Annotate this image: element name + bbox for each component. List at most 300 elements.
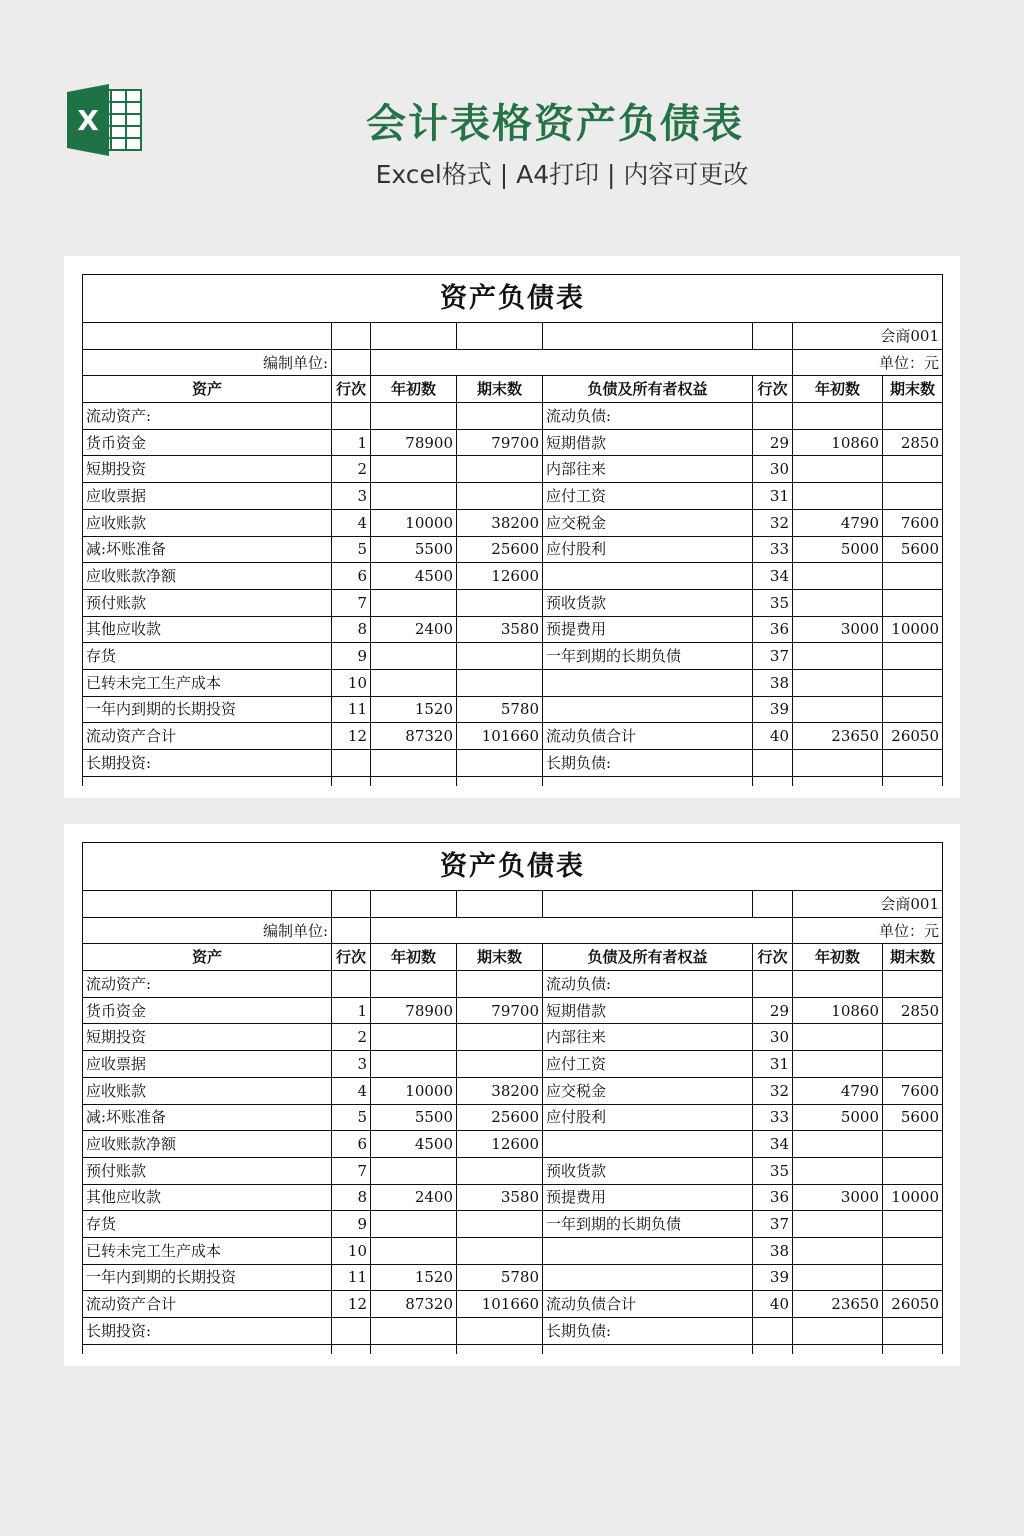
empty-cell (753, 776, 793, 786)
asset-ending (457, 456, 543, 483)
liability-name: 流动负债: (543, 403, 753, 430)
asset-line-no: 3 (332, 1051, 371, 1078)
liability-line-no (753, 403, 793, 430)
column-header-row (83, 376, 943, 403)
asset-beginning: 10000 (371, 509, 457, 536)
column-header: 资产 (83, 376, 332, 403)
liability-name: 内部往来 (543, 456, 753, 483)
empty-cell (457, 323, 543, 350)
liability-name: 应交税金 (543, 1077, 753, 1104)
table-row (83, 509, 943, 536)
code-row (83, 891, 943, 918)
liability-name: 流动负债: (543, 971, 753, 998)
asset-beginning: 5500 (371, 536, 457, 563)
unit-row (83, 917, 943, 944)
asset-line-no: 10 (332, 669, 371, 696)
balance-sheet-table (82, 274, 943, 786)
liability-name: 应付股利 (543, 1104, 753, 1131)
asset-ending: 3580 (457, 616, 543, 643)
table-row (83, 1051, 943, 1078)
liability-line-no: 34 (753, 1131, 793, 1158)
liability-name: 内部往来 (543, 1024, 753, 1051)
table-row (83, 971, 943, 998)
empty-cell (457, 1344, 543, 1354)
table-row (83, 1077, 943, 1104)
asset-line-no: 10 (332, 1237, 371, 1264)
table-row (83, 1104, 943, 1131)
asset-ending (457, 669, 543, 696)
table-row (83, 1318, 943, 1345)
asset-ending (457, 483, 543, 510)
asset-name: 应收票据 (83, 483, 332, 510)
liability-beginning (793, 589, 883, 616)
empty-cell (332, 349, 371, 376)
asset-ending (457, 1051, 543, 1078)
table-row (83, 563, 943, 590)
empty-cell (793, 1344, 883, 1354)
table-row (83, 750, 943, 777)
title-row (83, 843, 943, 891)
sheet-title: 资产负债表 (83, 843, 943, 891)
liability-line-no: 35 (753, 1157, 793, 1184)
page-header (0, 0, 1024, 240)
asset-name: 流动资产: (83, 403, 332, 430)
column-header: 行次 (332, 376, 371, 403)
asset-beginning: 78900 (371, 429, 457, 456)
asset-ending (457, 750, 543, 777)
liability-name: 短期借款 (543, 997, 753, 1024)
liability-line-no: 33 (753, 536, 793, 563)
liability-beginning: 10860 (793, 997, 883, 1024)
column-header: 负债及所有者权益 (543, 944, 753, 971)
liability-beginning: 5000 (793, 536, 883, 563)
asset-name: 应收账款 (83, 1077, 332, 1104)
asset-beginning (371, 643, 457, 670)
liability-name: 长期负债: (543, 1318, 753, 1345)
asset-beginning (371, 589, 457, 616)
asset-line-no: 4 (332, 509, 371, 536)
table-row (83, 1131, 943, 1158)
liability-line-no: 34 (753, 563, 793, 590)
empty-cell (371, 1344, 457, 1354)
asset-name: 流动资产: (83, 971, 332, 998)
liability-name: 应付工资 (543, 483, 753, 510)
liability-ending (883, 563, 943, 590)
liability-ending (883, 1157, 943, 1184)
liability-beginning: 10860 (793, 429, 883, 456)
asset-ending: 101660 (457, 723, 543, 750)
asset-line-no: 1 (332, 997, 371, 1024)
empty-cell (543, 891, 753, 918)
table-row (83, 589, 943, 616)
liability-beginning (793, 456, 883, 483)
column-header: 行次 (332, 944, 371, 971)
liability-name (543, 563, 753, 590)
table-row (83, 616, 943, 643)
cut-off-row (83, 776, 943, 786)
liability-line-no: 36 (753, 616, 793, 643)
empty-cell (83, 891, 332, 918)
table-row (83, 723, 943, 750)
asset-ending: 12600 (457, 1131, 543, 1158)
column-header: 年初数 (371, 376, 457, 403)
empty-cell (371, 917, 793, 944)
liability-beginning: 5000 (793, 1104, 883, 1131)
liability-beginning: 23650 (793, 1291, 883, 1318)
sheet-title: 资产负债表 (83, 275, 943, 323)
asset-ending: 5780 (457, 696, 543, 723)
liability-line-no: 30 (753, 456, 793, 483)
liability-ending: 26050 (883, 723, 943, 750)
liability-beginning (793, 483, 883, 510)
liability-name: 预收货款 (543, 589, 753, 616)
liability-line-no: 40 (753, 723, 793, 750)
liability-ending (883, 696, 943, 723)
asset-beginning: 78900 (371, 997, 457, 1024)
asset-line-no: 5 (332, 536, 371, 563)
empty-cell (753, 323, 793, 350)
asset-name: 已转未完工生产成本 (83, 1237, 332, 1264)
table-row (83, 483, 943, 510)
liability-name (543, 1237, 753, 1264)
table-row (83, 1024, 943, 1051)
empty-cell (883, 1344, 943, 1354)
asset-name: 应收票据 (83, 1051, 332, 1078)
table-row (83, 643, 943, 670)
unit-label: 编制单位: (83, 349, 332, 376)
liability-name (543, 669, 753, 696)
asset-name: 货币资金 (83, 997, 332, 1024)
asset-name: 长期投资: (83, 1318, 332, 1345)
empty-cell (83, 776, 332, 786)
svg-text:X: X (77, 104, 99, 137)
asset-name: 其他应收款 (83, 1184, 332, 1211)
liability-beginning (793, 1318, 883, 1345)
asset-line-no: 5 (332, 1104, 371, 1131)
asset-beginning (371, 1211, 457, 1238)
page-title: 会计表格资产负债表 (366, 101, 744, 147)
liability-name: 应交税金 (543, 509, 753, 536)
liability-line-no: 31 (753, 483, 793, 510)
empty-cell (332, 776, 371, 786)
asset-ending: 38200 (457, 1077, 543, 1104)
liability-beginning: 4790 (793, 509, 883, 536)
asset-name: 短期投资 (83, 1024, 332, 1051)
liability-name (543, 1131, 753, 1158)
liability-ending (883, 1131, 943, 1158)
asset-line-no (332, 1318, 371, 1345)
asset-beginning (371, 403, 457, 430)
liability-beginning (793, 1211, 883, 1238)
asset-ending: 25600 (457, 536, 543, 563)
liability-ending: 2850 (883, 429, 943, 456)
asset-name: 其他应收款 (83, 616, 332, 643)
empty-cell (753, 891, 793, 918)
liability-line-no (753, 1318, 793, 1345)
empty-cell (543, 323, 753, 350)
asset-line-no: 12 (332, 723, 371, 750)
liability-ending (883, 1051, 943, 1078)
liability-beginning: 3000 (793, 616, 883, 643)
table-row (83, 403, 943, 430)
liability-beginning (793, 696, 883, 723)
liability-ending (883, 1237, 943, 1264)
asset-beginning: 2400 (371, 616, 457, 643)
asset-beginning (371, 1318, 457, 1345)
liability-line-no (753, 750, 793, 777)
asset-name: 应收账款净额 (83, 1131, 332, 1158)
table-row (83, 1237, 943, 1264)
asset-line-no: 7 (332, 1157, 371, 1184)
column-header: 期末数 (457, 944, 543, 971)
code-row (83, 323, 943, 350)
liability-ending: 26050 (883, 1291, 943, 1318)
liability-ending (883, 1024, 943, 1051)
asset-name: 长期投资: (83, 750, 332, 777)
asset-line-no: 6 (332, 563, 371, 590)
asset-beginning: 2400 (371, 1184, 457, 1211)
liability-line-no: 37 (753, 1211, 793, 1238)
asset-name: 流动资产合计 (83, 1291, 332, 1318)
liability-ending (883, 1318, 943, 1345)
column-header: 期末数 (883, 376, 943, 403)
asset-name: 一年内到期的长期投资 (83, 696, 332, 723)
liability-line-no: 32 (753, 509, 793, 536)
empty-cell (332, 917, 371, 944)
liability-line-no: 30 (753, 1024, 793, 1051)
page-subtitle: Excel格式 | A4打印 | 内容可更改 (375, 160, 749, 189)
currency-label: 单位：元 (793, 349, 943, 376)
asset-ending: 25600 (457, 1104, 543, 1131)
sheet-preview-1 (64, 256, 960, 798)
asset-name: 流动资产合计 (83, 723, 332, 750)
asset-name: 货币资金 (83, 429, 332, 456)
liability-beginning (793, 1051, 883, 1078)
liability-name: 流动负债合计 (543, 723, 753, 750)
liability-beginning (793, 971, 883, 998)
liability-ending: 7600 (883, 509, 943, 536)
asset-ending: 79700 (457, 429, 543, 456)
asset-ending (457, 403, 543, 430)
liability-name: 预提费用 (543, 1184, 753, 1211)
asset-line-no: 6 (332, 1131, 371, 1158)
liability-beginning (793, 403, 883, 430)
unit-row (83, 349, 943, 376)
asset-line-no: 1 (332, 429, 371, 456)
liability-line-no: 38 (753, 669, 793, 696)
asset-beginning: 10000 (371, 1077, 457, 1104)
asset-line-no (332, 971, 371, 998)
liability-line-no: 39 (753, 1264, 793, 1291)
asset-beginning (371, 483, 457, 510)
empty-cell (83, 323, 332, 350)
liability-line-no: 33 (753, 1104, 793, 1131)
column-header: 年初数 (793, 376, 883, 403)
asset-ending (457, 1318, 543, 1345)
asset-line-no: 8 (332, 616, 371, 643)
asset-line-no: 3 (332, 483, 371, 510)
empty-cell (332, 1344, 371, 1354)
title-row (83, 275, 943, 323)
liability-line-no: 35 (753, 589, 793, 616)
asset-line-no: 11 (332, 696, 371, 723)
liability-ending (883, 483, 943, 510)
asset-ending (457, 1157, 543, 1184)
table-row (83, 536, 943, 563)
liability-ending (883, 669, 943, 696)
asset-line-no: 9 (332, 1211, 371, 1238)
asset-ending (457, 1237, 543, 1264)
asset-ending: 5780 (457, 1264, 543, 1291)
liability-name (543, 1264, 753, 1291)
liability-line-no: 29 (753, 429, 793, 456)
liability-ending (883, 971, 943, 998)
empty-cell (457, 776, 543, 786)
liability-line-no (753, 971, 793, 998)
liability-line-no: 39 (753, 696, 793, 723)
asset-beginning: 4500 (371, 563, 457, 590)
asset-name: 存货 (83, 1211, 332, 1238)
column-header: 期末数 (457, 376, 543, 403)
asset-beginning (371, 1237, 457, 1264)
liability-ending (883, 589, 943, 616)
cut-off-row (83, 1344, 943, 1354)
table-row (83, 1157, 943, 1184)
liability-beginning: 4790 (793, 1077, 883, 1104)
empty-cell (371, 323, 457, 350)
liability-name: 一年到期的长期负债 (543, 643, 753, 670)
asset-beginning (371, 1051, 457, 1078)
asset-line-no: 8 (332, 1184, 371, 1211)
column-header-row (83, 944, 943, 971)
asset-name: 预付账款 (83, 589, 332, 616)
asset-line-no (332, 750, 371, 777)
currency-label: 单位：元 (793, 917, 943, 944)
unit-label: 编制单位: (83, 917, 332, 944)
asset-name: 减:坏账准备 (83, 536, 332, 563)
asset-name: 一年内到期的长期投资 (83, 1264, 332, 1291)
liability-beginning (793, 669, 883, 696)
empty-cell (332, 323, 371, 350)
balance-sheet-table (82, 842, 943, 1354)
asset-name: 已转未完工生产成本 (83, 669, 332, 696)
empty-cell (371, 891, 457, 918)
column-header: 年初数 (793, 944, 883, 971)
liability-ending: 5600 (883, 536, 943, 563)
liability-beginning (793, 1024, 883, 1051)
liability-line-no: 37 (753, 643, 793, 670)
asset-beginning: 87320 (371, 723, 457, 750)
column-header: 年初数 (371, 944, 457, 971)
asset-name: 应收账款 (83, 509, 332, 536)
empty-cell (457, 891, 543, 918)
liability-ending: 5600 (883, 1104, 943, 1131)
liability-beginning: 3000 (793, 1184, 883, 1211)
liability-ending: 2850 (883, 997, 943, 1024)
asset-ending: 12600 (457, 563, 543, 590)
liability-name: 预收货款 (543, 1157, 753, 1184)
asset-line-no: 11 (332, 1264, 371, 1291)
column-header: 资产 (83, 944, 332, 971)
column-header: 行次 (753, 944, 793, 971)
asset-name: 存货 (83, 643, 332, 670)
asset-beginning: 5500 (371, 1104, 457, 1131)
table-row (83, 1291, 943, 1318)
liability-name: 一年到期的长期负债 (543, 1211, 753, 1238)
empty-cell (543, 776, 753, 786)
liability-beginning (793, 1157, 883, 1184)
liability-ending (883, 750, 943, 777)
column-header: 行次 (753, 376, 793, 403)
empty-cell (883, 776, 943, 786)
liability-name: 流动负债合计 (543, 1291, 753, 1318)
liability-beginning (793, 1131, 883, 1158)
liability-ending (883, 1264, 943, 1291)
asset-name: 预付账款 (83, 1157, 332, 1184)
asset-ending (457, 971, 543, 998)
asset-line-no: 4 (332, 1077, 371, 1104)
empty-cell (371, 776, 457, 786)
empty-cell (371, 349, 793, 376)
table-row (83, 1184, 943, 1211)
empty-cell (753, 1344, 793, 1354)
asset-line-no (332, 403, 371, 430)
asset-beginning (371, 1157, 457, 1184)
liability-ending (883, 1211, 943, 1238)
table-row (83, 997, 943, 1024)
asset-beginning: 4500 (371, 1131, 457, 1158)
liability-name: 应付股利 (543, 536, 753, 563)
liability-beginning (793, 750, 883, 777)
liability-line-no: 40 (753, 1291, 793, 1318)
asset-beginning: 1520 (371, 1264, 457, 1291)
asset-line-no: 12 (332, 1291, 371, 1318)
liability-name: 应付工资 (543, 1051, 753, 1078)
liability-ending (883, 643, 943, 670)
asset-beginning (371, 456, 457, 483)
asset-beginning (371, 669, 457, 696)
asset-ending: 101660 (457, 1291, 543, 1318)
liability-ending: 10000 (883, 1184, 943, 1211)
liability-name: 长期负债: (543, 750, 753, 777)
asset-beginning (371, 750, 457, 777)
asset-beginning: 87320 (371, 1291, 457, 1318)
liability-beginning (793, 1264, 883, 1291)
table-row (83, 429, 943, 456)
sheet-code: 会商001 (793, 891, 943, 918)
asset-ending (457, 643, 543, 670)
asset-ending: 38200 (457, 509, 543, 536)
liability-ending (883, 403, 943, 430)
liability-line-no: 31 (753, 1051, 793, 1078)
sheet-code: 会商001 (793, 323, 943, 350)
liability-line-no: 32 (753, 1077, 793, 1104)
liability-ending: 7600 (883, 1077, 943, 1104)
empty-cell (793, 776, 883, 786)
liability-ending (883, 456, 943, 483)
table-row (83, 1264, 943, 1291)
asset-ending (457, 1211, 543, 1238)
asset-ending: 3580 (457, 1184, 543, 1211)
asset-beginning: 1520 (371, 696, 457, 723)
liability-beginning (793, 1237, 883, 1264)
asset-name: 减:坏账准备 (83, 1104, 332, 1131)
asset-line-no: 2 (332, 456, 371, 483)
asset-line-no: 7 (332, 589, 371, 616)
sheet-preview-2 (64, 824, 960, 1366)
asset-ending: 79700 (457, 997, 543, 1024)
asset-line-no: 9 (332, 643, 371, 670)
